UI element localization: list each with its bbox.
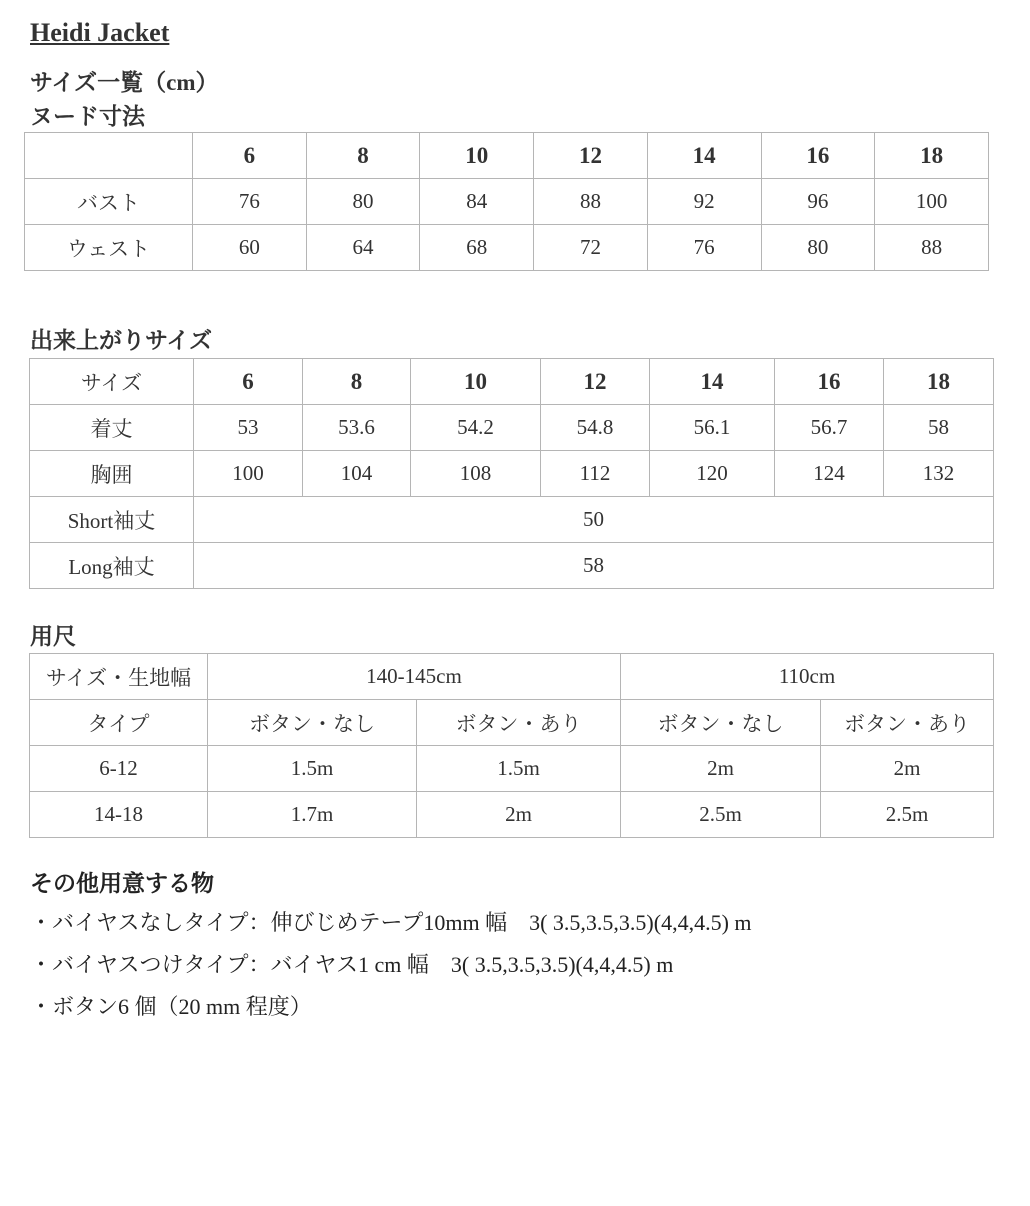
table-row bbox=[25, 179, 989, 225]
table-cell: 92 bbox=[647, 179, 761, 225]
row-label-cell: タイプ bbox=[30, 700, 208, 746]
other-materials-section bbox=[30, 866, 752, 1028]
table-row bbox=[25, 225, 989, 271]
row-label-cell: ウェスト bbox=[25, 225, 193, 271]
size-header-cell: 6 bbox=[194, 359, 303, 405]
size-header-cell: 14 bbox=[650, 359, 775, 405]
table-cell: 120 bbox=[650, 451, 775, 497]
table-cell: 53.6 bbox=[303, 405, 411, 451]
table-cell: 54.2 bbox=[411, 405, 541, 451]
table-header-cell bbox=[25, 133, 193, 179]
table-cell: 96 bbox=[761, 179, 875, 225]
finished-size-heading: 出来上がりサイズ bbox=[30, 328, 213, 353]
table-cell: 88 bbox=[534, 179, 648, 225]
table-cell: 64 bbox=[306, 225, 420, 271]
finished-size-table bbox=[29, 358, 994, 589]
fabric-width-cell: 110cm bbox=[621, 654, 994, 700]
row-label-cell: 着丈 bbox=[30, 405, 194, 451]
table-cell: 50 bbox=[194, 497, 994, 543]
table-cell: 76 bbox=[647, 225, 761, 271]
row-label-cell: 胸囲 bbox=[30, 451, 194, 497]
row-label-cell: サイズ bbox=[30, 359, 194, 405]
row-label-cell: Long袖丈 bbox=[30, 543, 194, 589]
table-cell: 58 bbox=[194, 543, 994, 589]
table-header-row bbox=[25, 133, 989, 179]
row-label-cell: サイズ・生地幅 bbox=[30, 654, 208, 700]
table-cell: 1.5m bbox=[417, 746, 621, 792]
table-row bbox=[30, 451, 994, 497]
row-label-cell: バスト bbox=[25, 179, 193, 225]
other-materials-heading: その他用意する物 bbox=[30, 871, 214, 896]
table-cell: 84 bbox=[420, 179, 534, 225]
fabric-width-cell: 140-145cm bbox=[208, 654, 621, 700]
size-header-cell: 18 bbox=[884, 359, 994, 405]
size-chart-heading: サイズ一覧（cm） bbox=[30, 70, 219, 95]
table-header-row bbox=[30, 359, 994, 405]
table-cell: 80 bbox=[761, 225, 875, 271]
table-cell: 2.5m bbox=[621, 792, 821, 838]
table-cell: 1.7m bbox=[208, 792, 417, 838]
table-cell: 104 bbox=[303, 451, 411, 497]
list-item: ・バイヤスつけタイプ：バイヤス1 cm 幅 3( 3.5,3.5,3.5)(4,4,4.5) m bbox=[30, 952, 674, 977]
table-cell: 108 bbox=[411, 451, 541, 497]
nude-measurements-table bbox=[24, 132, 989, 271]
yardage-heading: 用尺 bbox=[30, 624, 76, 649]
table-cell: 53 bbox=[194, 405, 303, 451]
table-row bbox=[30, 543, 994, 589]
type-header-cell: ボタン・なし bbox=[621, 700, 821, 746]
size-header-cell: 10 bbox=[420, 133, 534, 179]
table-cell: 80 bbox=[306, 179, 420, 225]
list-item: ・ボタン6 個（20 mm 程度） bbox=[30, 994, 312, 1019]
table-row bbox=[30, 746, 994, 792]
table-cell: 76 bbox=[193, 179, 307, 225]
table-cell: 54.8 bbox=[541, 405, 650, 451]
table-cell: 2m bbox=[417, 792, 621, 838]
table-cell: 56.1 bbox=[650, 405, 775, 451]
table-cell: 2.5m bbox=[821, 792, 994, 838]
size-header-cell: 8 bbox=[303, 359, 411, 405]
row-label-cell: 14-18 bbox=[30, 792, 208, 838]
table-cell: 58 bbox=[884, 405, 994, 451]
table-cell: 2m bbox=[621, 746, 821, 792]
table-cell: 2m bbox=[821, 746, 994, 792]
yardage-table bbox=[29, 653, 994, 838]
table-row bbox=[30, 405, 994, 451]
type-header-cell: ボタン・あり bbox=[417, 700, 621, 746]
list-item: ・バイヤスなしタイプ：伸びじめテープ10mm 幅 3( 3.5,3.5,3.5)(4,4,4.5) m bbox=[30, 910, 752, 935]
table-cell: 100 bbox=[875, 179, 989, 225]
type-header-cell: ボタン・あり bbox=[821, 700, 994, 746]
table-cell: 88 bbox=[875, 225, 989, 271]
size-header-cell: 12 bbox=[541, 359, 650, 405]
size-header-cell: 16 bbox=[775, 359, 884, 405]
table-cell: 124 bbox=[775, 451, 884, 497]
row-label-cell: Short袖丈 bbox=[30, 497, 194, 543]
table-cell: 112 bbox=[541, 451, 650, 497]
table-cell: 100 bbox=[194, 451, 303, 497]
table-cell: 68 bbox=[420, 225, 534, 271]
size-header-cell: 10 bbox=[411, 359, 541, 405]
type-header-cell: ボタン・なし bbox=[208, 700, 417, 746]
size-header-cell: 18 bbox=[875, 133, 989, 179]
table-cell: 1.5m bbox=[208, 746, 417, 792]
size-header-cell: 12 bbox=[534, 133, 648, 179]
row-label-cell: 6-12 bbox=[30, 746, 208, 792]
table-header-row bbox=[30, 654, 994, 700]
nude-heading: ヌード寸法 bbox=[30, 104, 145, 129]
table-cell: 72 bbox=[534, 225, 648, 271]
size-header-cell: 14 bbox=[647, 133, 761, 179]
page-title: Heidi Jacket bbox=[30, 18, 170, 47]
table-row bbox=[30, 792, 994, 838]
table-header-row bbox=[30, 700, 994, 746]
size-header-cell: 6 bbox=[193, 133, 307, 179]
size-header-cell: 16 bbox=[761, 133, 875, 179]
table-cell: 60 bbox=[193, 225, 307, 271]
table-cell: 56.7 bbox=[775, 405, 884, 451]
table-cell: 132 bbox=[884, 451, 994, 497]
size-header-cell: 8 bbox=[306, 133, 420, 179]
table-row bbox=[30, 497, 994, 543]
